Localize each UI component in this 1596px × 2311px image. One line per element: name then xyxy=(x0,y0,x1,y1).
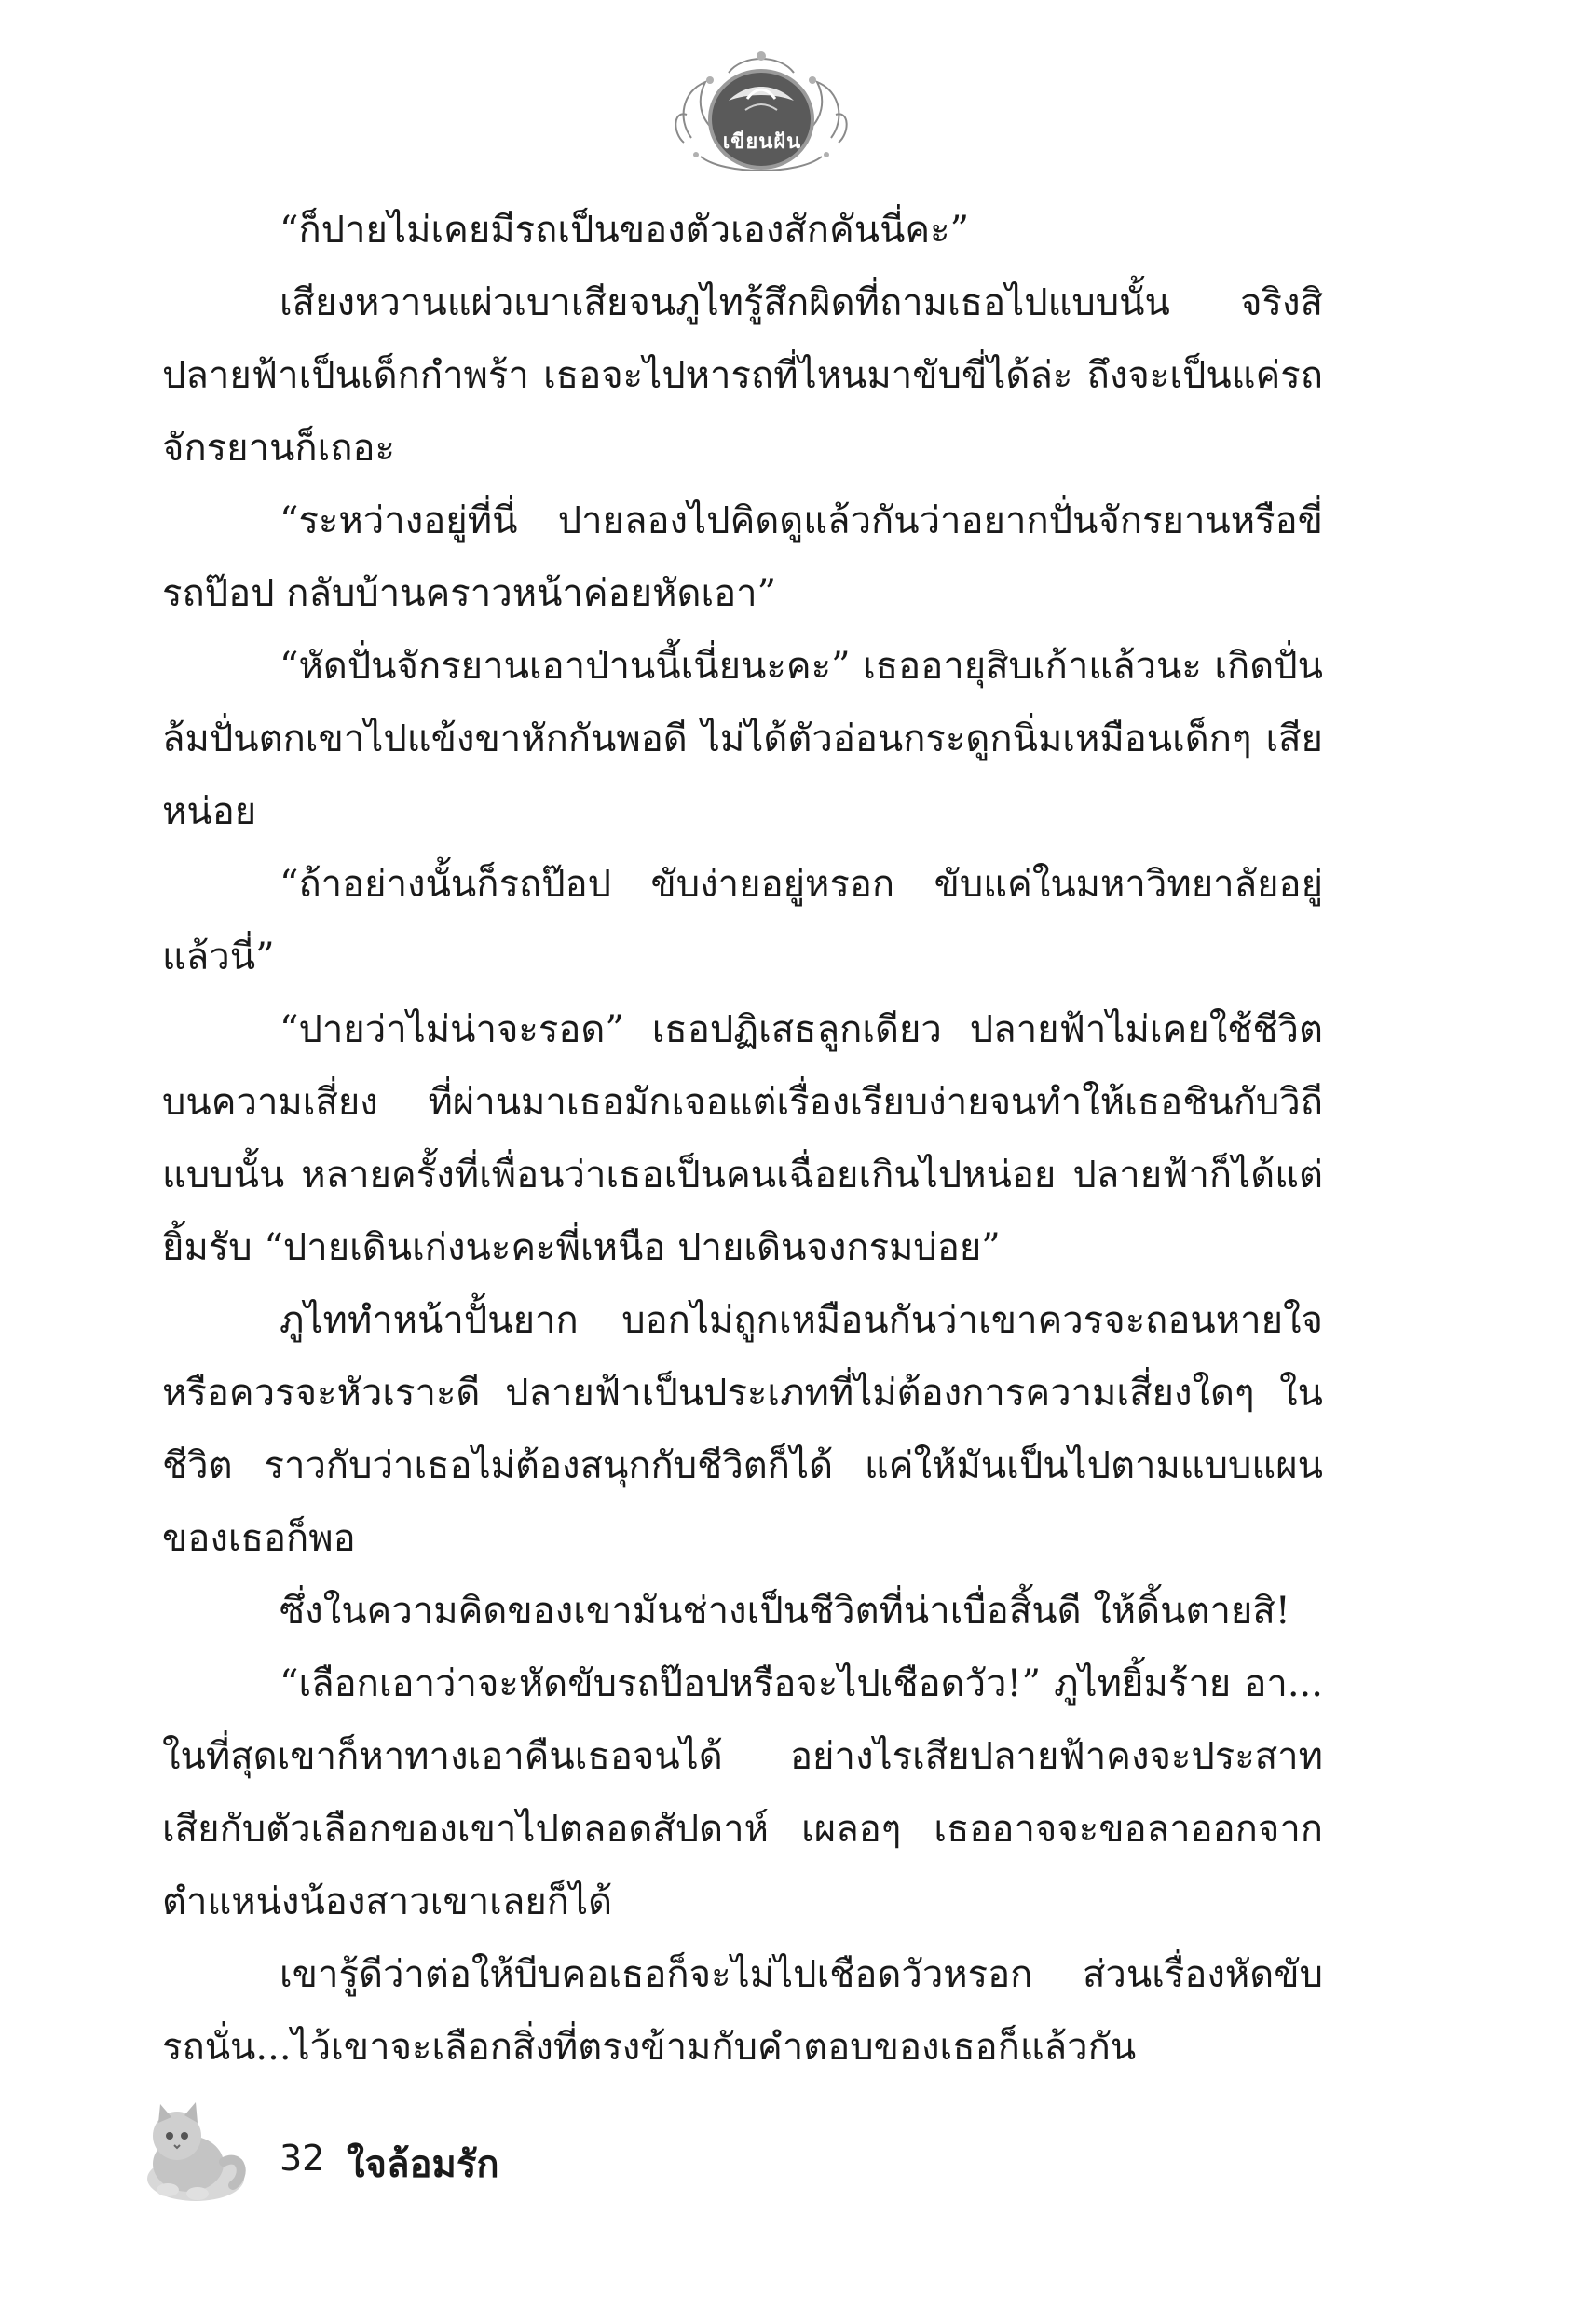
paragraph: ซึ่งในความคิดของเขามันช่างเป็นชีวิตที่น่าเบื่อสิ้นดี ให้ดิ้นตายสิ! xyxy=(280,1590,1290,1633)
page-footer xyxy=(130,2097,689,2208)
paragraph: “ก็ปายไม่เคยมีรถเป็นของตัวเองสักคันนี่คะ” xyxy=(280,209,970,252)
paragraph: ภูไททำหน้าปั้นยาก บอกไม่ถูกเหมือนกันว่าเขาควรจะถอนหายใจหรือควรจะหัวเราะดี ปลายฟ้าเป็นประเภทที่ไม่ต้องการความเสี่ยงใดๆ ในชีวิต ราวกับว่าเธอไม่ต้องสนุกกับชีวิตก็ได้ แค่ให้มันเป็นไปตามแบบแผนของเธอก็พอ xyxy=(162,1299,1323,1560)
paragraph: “ระหว่างอยู่ที่นี่ ปายลองไปคิดดูแล้วกันว่าอยากปั่นจักรยานหรือขี่รถป๊อป กลับบ้านคราวหน้าค่อยหัดเอา” xyxy=(162,499,1323,615)
page-number: 32 xyxy=(280,2138,325,2179)
paragraph: “ถ้าอย่างนั้นก็รถป๊อป ขับง่ายอยู่หรอก ขับแค่ในมหาวิทยาลัยอยู่แล้วนี่” xyxy=(162,863,1323,978)
paragraph: “เลือกเอาว่าจะหัดขับรถป๊อปหรือจะไปเชือดวัว!” ภูไทยิ้มร้าย อา... ในที่สุดเขาก็หาทางเอาคืนเธอจนได้ อย่างไรเสียปลายฟ้าคงจะประสาทเสียกับตัวเลือกของเขาไปตลอดสัปดาห์ เผลอๆ เธออาจจะขอลาออกจากตำแหน่งน้องสาวเขาเลยก็ได้ xyxy=(162,1662,1323,1923)
book-title: ใจล้อมรัก xyxy=(347,2143,499,2186)
publisher-logo-text: เขียนฝัน xyxy=(722,130,802,154)
paragraph: เสียงหวานแผ่วเบาเสียจนภูไทรู้สึกผิดที่ถามเธอไปแบบนั้น จริงสิ ปลายฟ้าเป็นเด็กกำพร้า เธอจะไปหารถที่ไหนมาขับขี่ได้ล่ะ ถึงจะเป็นแค่รถจักรยานก็เถอะ xyxy=(162,281,1323,470)
paragraph: “หัดปั่นจักรยานเอาป่านนี้เนี่ยนะคะ” เธออายุสิบเก้าแล้วนะ เกิดปั่นล้มปั่นตกเขาไปแข้งขาหักกันพอดี ไม่ได้ตัวอ่อนกระดูกนิ่มเหมือนเด็กๆ เสียหน่อย xyxy=(162,645,1323,833)
publisher-logo xyxy=(673,45,850,185)
paragraph: เขารู้ดีว่าต่อให้บีบคอเธอก็จะไม่ไปเชือดวัวหรอก ส่วนเรื่องหัดขับรถนั่น...ไว้เขาจะเลือกสิ่งที่ตรงข้ามกับคำตอบของเธอก็แล้วกัน xyxy=(162,1953,1323,2069)
paragraph: “ปายว่าไม่น่าจะรอด” เธอปฏิเสธลูกเดียว ปลายฟ้าไม่เคยใช้ชีวิตบนความเสี่ยง ที่ผ่านมาเธอมักเจอแต่เรื่องเรียบง่ายจนทำให้เธอชินกับวิถีแบบนั้น หลายครั้งที่เพื่อนว่าเธอเป็นคนเฉื่อยเกินไปหน่อย ปลายฟ้าก็ได้แต่ยิ้มรับ “ปายเดินเก่งนะคะพี่เหนือ ปายเดินจงกรมบ่อย” xyxy=(162,1008,1323,1269)
kitten-illustration xyxy=(130,2097,252,2204)
page-body xyxy=(162,194,1323,2084)
publisher-logo-emblem xyxy=(673,45,850,185)
kitten-icon xyxy=(130,2097,252,2204)
